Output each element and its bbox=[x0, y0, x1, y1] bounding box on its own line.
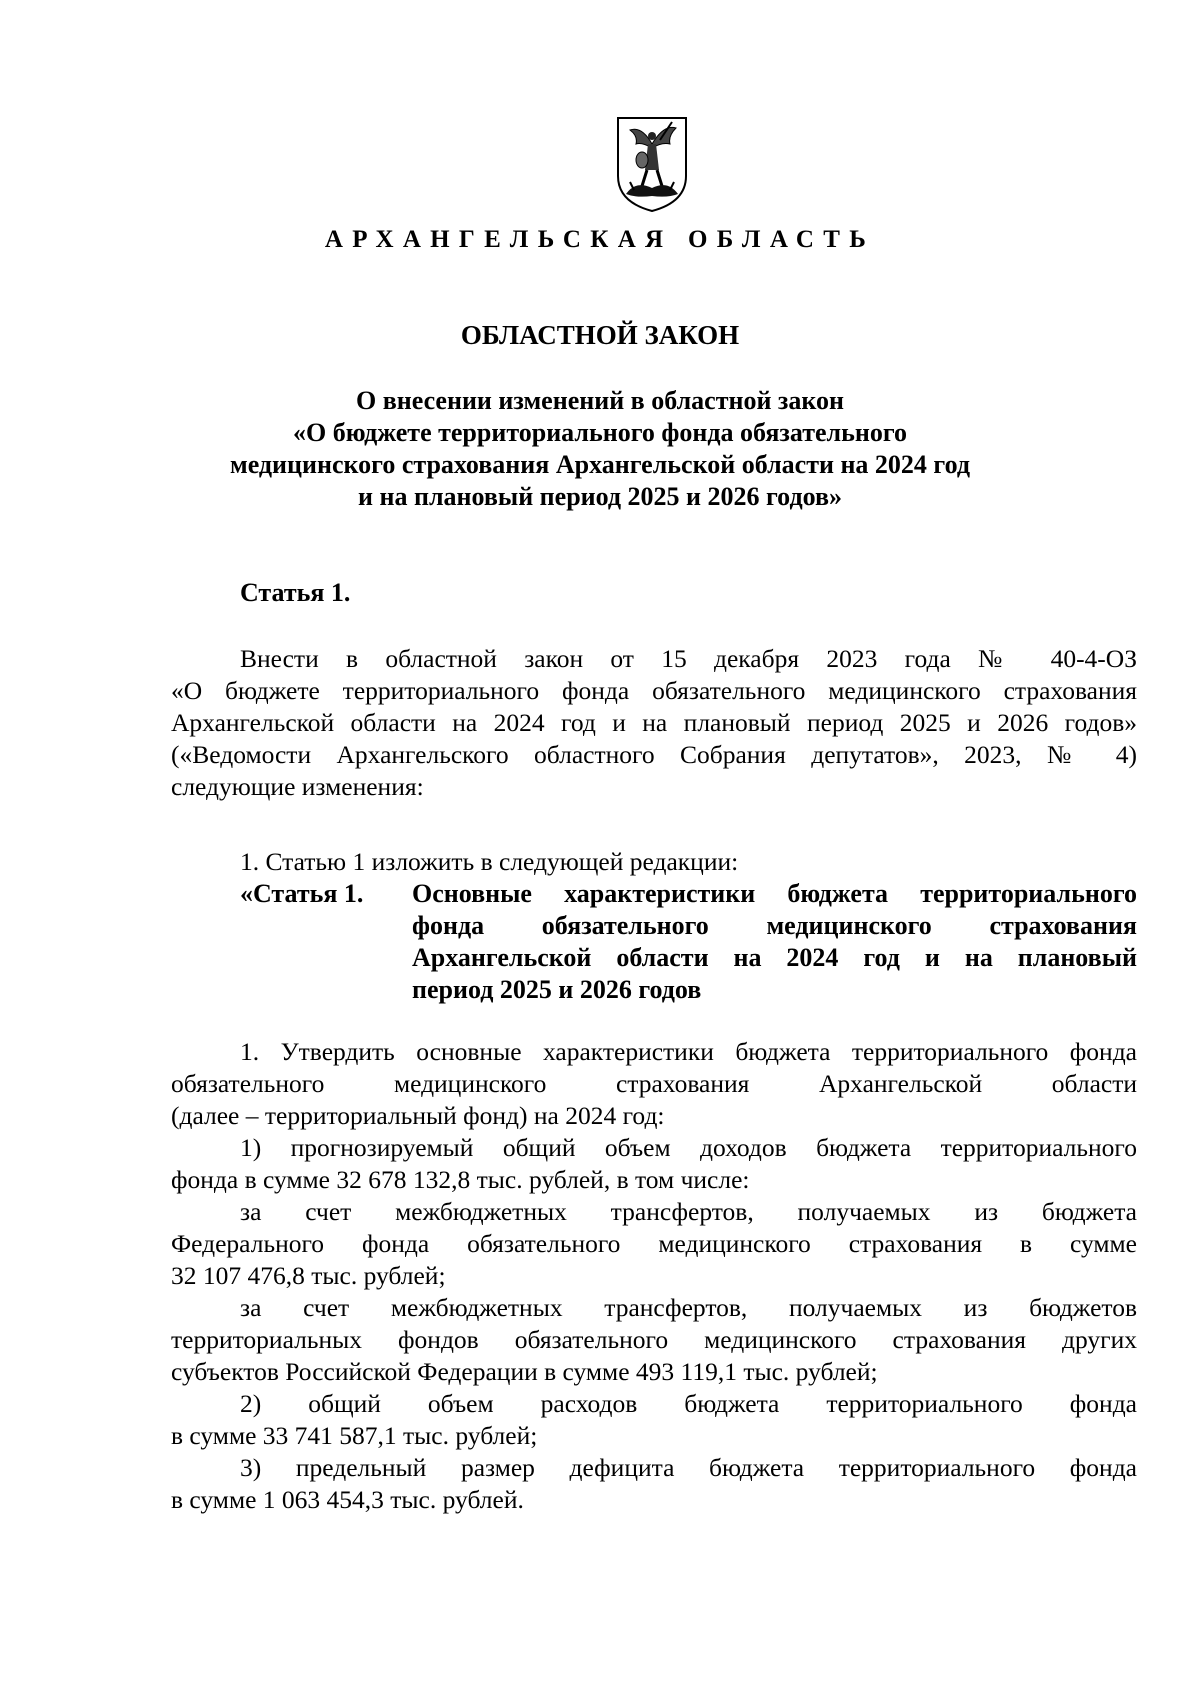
paragraph-line: Внести в областной закон от 15 декабря 2023 года № 40-4-ОЗ bbox=[240, 644, 1137, 673]
paragraph-line: за счет межбюджетных трансфертов, получаемых из бюджетов bbox=[240, 1293, 1137, 1322]
title-line: и на плановый период 2025 и 2026 годов» bbox=[358, 482, 842, 511]
coat-of-arms-icon bbox=[612, 114, 692, 214]
article-heading: Статья 1. bbox=[240, 578, 351, 607]
paragraph-line: (далее – территориальный фонд) на 2024 год: bbox=[171, 1101, 665, 1130]
paragraph-line: в сумме 1 063 454,3 тыс. рублей. bbox=[171, 1485, 524, 1514]
paragraph-line: Архангельской области на 2024 год и на плановый период 2025 и 2026 годов» bbox=[171, 708, 1137, 737]
article-body bbox=[171, 1036, 1137, 1516]
document-title bbox=[150, 385, 1050, 513]
region-name: АРХАНГЕЛЬСКАЯ ОБЛАСТЬ bbox=[324, 226, 876, 253]
paragraph-line: 1. Утвердить основные характеристики бюджета территориального фонда bbox=[240, 1037, 1137, 1066]
paragraph-line: фонда в сумме 32 678 132,8 тыс. рублей, в том числе: bbox=[171, 1165, 750, 1194]
paragraph-line: 1) прогнозируемый общий объем доходов бюджета территориального bbox=[240, 1133, 1137, 1162]
paragraph-line: Федерального фонда обязательного медицинского страхования в сумме bbox=[171, 1229, 1137, 1258]
heading-line: Архангельской области на 2024 год и на плановый bbox=[412, 943, 1137, 972]
paragraph-line: за счет межбюджетных трансфертов, получаемых из бюджета bbox=[240, 1197, 1137, 1226]
heading-line: фонда обязательного медицинского страхования bbox=[412, 911, 1137, 940]
quoted-article-title bbox=[412, 878, 1137, 1006]
document-type: ОБЛАСТНОЙ ЗАКОН bbox=[460, 320, 740, 350]
paragraph-line: 32 107 476,8 тыс. рублей; bbox=[171, 1261, 446, 1290]
paragraph-line: 1. Статью 1 изложить в следующей редакции: bbox=[240, 847, 739, 876]
paragraph-line: 2) общий объем расходов бюджета территориального фонда bbox=[240, 1389, 1137, 1418]
quoted-article-label: «Статья 1. bbox=[240, 879, 364, 908]
amendment-item bbox=[171, 846, 1137, 878]
paragraph-line: в сумме 33 741 587,1 тыс. рублей; bbox=[171, 1421, 538, 1450]
paragraph-line: обязательного медицинского страхования Архангельской области bbox=[171, 1069, 1137, 1098]
heading-line: Основные характеристики бюджета территориального bbox=[412, 879, 1137, 908]
paragraph-line: территориальных фондов обязательного медицинского страхования других bbox=[171, 1325, 1137, 1354]
heading-line: период 2025 и 2026 годов bbox=[412, 975, 702, 1004]
article-intro bbox=[171, 643, 1137, 803]
paragraph-line: («Ведомости Архангельского областного Собрания депутатов», 2023, № 4) bbox=[171, 740, 1137, 769]
paragraph-line: 3) предельный размер дефицита бюджета территориального фонда bbox=[240, 1453, 1137, 1482]
title-line: медицинского страхования Архангельской области на 2024 год bbox=[230, 450, 970, 479]
paragraph-line: субъектов Российской Федерации в сумме 493 119,1 тыс. рублей; bbox=[171, 1357, 878, 1386]
title-line: О внесении изменений в областной закон bbox=[355, 386, 845, 415]
paragraph-line: следующие изменения: bbox=[171, 772, 424, 801]
title-line: «О бюджете территориального фонда обязательного bbox=[292, 418, 907, 447]
paragraph-line: «О бюджете территориального фонда обязательного медицинского страхования bbox=[171, 676, 1137, 705]
